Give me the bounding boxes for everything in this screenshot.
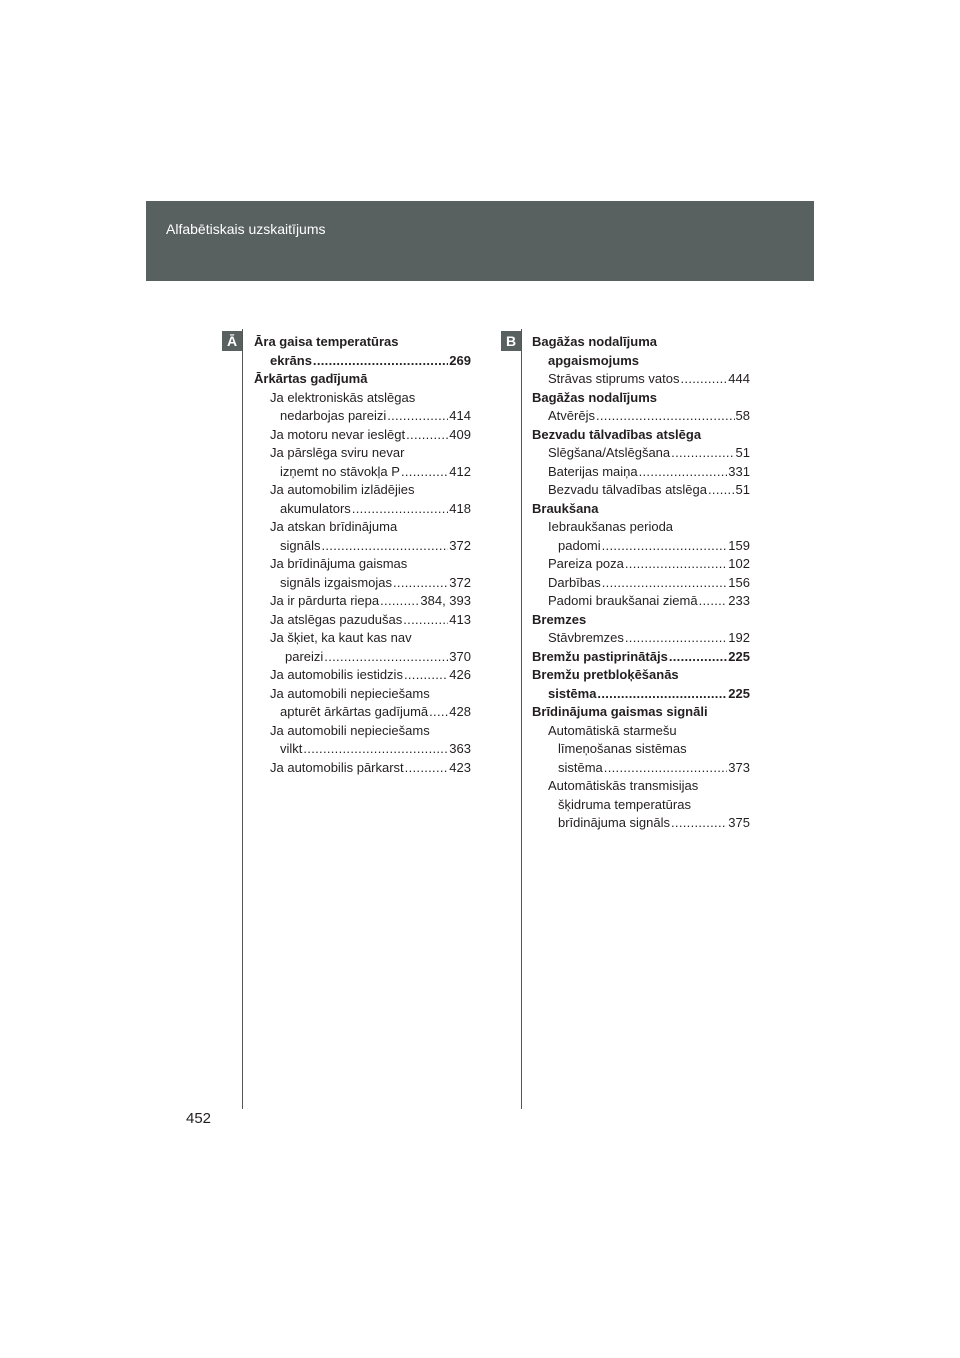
- entry-text: Atvērējs: [548, 408, 595, 423]
- entry-text: Padomi braukšanai ziemā: [548, 593, 698, 608]
- index-entry: [254, 666, 471, 685]
- index-entry: [532, 537, 750, 556]
- entry-page: 373: [728, 759, 750, 775]
- index-entry: [254, 426, 471, 445]
- index-entry: [532, 555, 750, 574]
- entry-text: Bremžu pretbloķēšanās: [532, 667, 679, 682]
- entry-text: padomi: [558, 537, 601, 553]
- entry-text: Braukšana: [532, 500, 599, 516]
- index-entry: [532, 463, 750, 482]
- entry-text: Ja automobilim izlādējies: [270, 482, 415, 497]
- entry-text: Ja atskan brīdinājuma: [270, 519, 398, 534]
- entry-page: 51: [735, 482, 750, 497]
- entry-page: 412: [449, 463, 471, 479]
- index-entry: [254, 574, 471, 593]
- entry-text: Automātiskās transmisijas: [548, 778, 699, 793]
- index-entry: [532, 685, 750, 704]
- index-entry: [532, 481, 750, 500]
- entry-page: 428: [449, 704, 471, 719]
- index-entry: [532, 796, 750, 815]
- entry-page: 225: [728, 648, 750, 664]
- index-entry: [532, 740, 750, 759]
- page-header: [146, 201, 814, 281]
- index-entry: [532, 333, 750, 352]
- entry-text: pareizi: [285, 648, 324, 664]
- entry-text: Ja pārslēga sviru nevar: [270, 445, 405, 460]
- entry-text: Ja automobilis pārkarst: [270, 759, 404, 775]
- index-entry: [254, 389, 471, 408]
- dot-leader: [313, 352, 448, 371]
- index-entry: [532, 648, 750, 667]
- entry-page: 363: [449, 741, 471, 756]
- entry-text: sistēma: [558, 759, 603, 775]
- dot-leader: [406, 426, 448, 445]
- entry-text: apturēt ārkārtas gadījumā: [280, 704, 429, 719]
- index-entry: [532, 500, 750, 519]
- dot-leader: [393, 574, 448, 593]
- index-entry: [254, 444, 471, 463]
- index-entry: [532, 370, 750, 389]
- entry-page: 51: [735, 445, 750, 460]
- index-entry: [532, 444, 750, 463]
- entry-page: 423: [449, 759, 471, 775]
- dot-leader: [625, 629, 727, 648]
- dot-leader: [699, 592, 728, 611]
- index-entry: [254, 555, 471, 574]
- entry-page: 414: [449, 408, 471, 423]
- entry-page: 156: [728, 574, 750, 590]
- dot-leader: [321, 537, 448, 556]
- index-entry: [254, 537, 471, 556]
- dot-leader: [669, 648, 727, 667]
- dot-leader: [604, 759, 728, 778]
- dot-leader: [303, 740, 448, 759]
- index-entry: [254, 518, 471, 537]
- entry-text: Brīdinājuma gaismas signāli: [532, 704, 708, 719]
- index-entry: [532, 759, 750, 778]
- entry-text: Baterijas maiņa: [548, 463, 638, 479]
- entry-text: ekrāns: [270, 352, 312, 368]
- entry-page: 159: [728, 537, 750, 553]
- column-divider-left: [242, 329, 243, 1109]
- entry-text: Bagāžas nodalījuma: [532, 334, 657, 349]
- header-title: Alfabētiskais uzskaitījums: [166, 221, 326, 237]
- index-entry: [254, 333, 471, 352]
- entry-page: 192: [728, 630, 750, 645]
- entry-text: Pareiza poza: [548, 556, 624, 571]
- entry-text: Ja šķiet, ka kaut kas nav: [270, 630, 412, 645]
- index-entry: [532, 574, 750, 593]
- entry-text: apgaismojums: [548, 352, 640, 368]
- dot-leader: [597, 685, 727, 704]
- dot-leader: [671, 814, 727, 833]
- entry-text: Ārkārtas gadījumā: [254, 371, 368, 386]
- letter-tab-b: B: [501, 331, 521, 351]
- dot-leader: [387, 407, 448, 426]
- entry-page: 269: [449, 352, 471, 368]
- index-entry: [254, 407, 471, 426]
- dot-leader: [596, 407, 735, 426]
- entry-text: Ja elektroniskās atslēgas: [270, 389, 416, 405]
- entry-page: 225: [728, 685, 750, 701]
- entry-page: 372: [449, 574, 471, 590]
- index-entry: [254, 629, 471, 648]
- index-entry: [254, 352, 471, 371]
- entry-text: signāls izgaismojas: [280, 574, 392, 590]
- entry-page: 102: [728, 556, 750, 571]
- dot-leader: [639, 463, 728, 482]
- dot-leader: [352, 500, 448, 519]
- dot-leader: [429, 703, 448, 722]
- dot-leader: [681, 370, 728, 389]
- index-entry: [254, 703, 471, 722]
- index-entry: [532, 814, 750, 833]
- entry-page: 384, 393: [420, 593, 471, 608]
- index-entry: [532, 722, 750, 741]
- dot-leader: [708, 481, 735, 500]
- entry-page: 444: [728, 371, 750, 386]
- index-entry: [532, 407, 750, 426]
- index-column-left: [254, 333, 471, 777]
- entry-text: Ja atslēgas pazudušas: [270, 611, 403, 627]
- dot-leader: [401, 463, 448, 482]
- letter-tab-a-macron: Ā: [222, 331, 242, 351]
- entry-text: Ja motoru nevar ieslēgt: [270, 426, 406, 442]
- entry-text: Slēgšana/Atslēgšana: [548, 445, 671, 460]
- index-entry: [254, 481, 471, 500]
- entry-text: Iebraukšanas perioda: [548, 519, 674, 534]
- entry-text: Bremžu pastiprinātājs: [532, 648, 668, 664]
- index-entry: [532, 389, 750, 408]
- entry-text: Darbības: [548, 574, 601, 590]
- entry-text: Ja automobilis iestidzis: [270, 667, 403, 682]
- entry-text: Stāvbremzes: [548, 630, 624, 645]
- entry-page: 58: [735, 408, 750, 423]
- entry-text: izņemt no stāvokļa P: [280, 463, 400, 479]
- entry-page: 331: [728, 463, 750, 479]
- entry-text: signāls: [280, 537, 321, 553]
- entry-text: Bagāžas nodalījums: [532, 389, 657, 405]
- dot-leader: [405, 759, 449, 778]
- entry-text: Bezvadu tālvadības atslēga: [548, 482, 707, 497]
- dot-leader: [671, 444, 734, 463]
- index-entry: [532, 592, 750, 611]
- index-entry: [254, 370, 471, 389]
- dot-leader: [404, 666, 448, 685]
- entry-text: Ja automobili nepieciešams: [270, 685, 430, 701]
- index-entry: [532, 352, 750, 371]
- dot-leader: [602, 537, 728, 556]
- index-entry: [532, 666, 750, 685]
- entry-text: Ja ir pārdurta riepa: [270, 593, 380, 608]
- entry-page: 418: [449, 500, 471, 516]
- entry-text: Āra gaisa temperatūras: [254, 334, 399, 349]
- index-entry: [254, 722, 471, 741]
- index-entry: [254, 463, 471, 482]
- dot-leader: [380, 592, 419, 611]
- index-column-right: [532, 333, 750, 833]
- index-entry: [254, 759, 471, 778]
- index-entry: [532, 629, 750, 648]
- entry-page: 233: [728, 593, 750, 608]
- entry-text: akumulators: [280, 500, 351, 516]
- dot-leader: [403, 611, 448, 630]
- entry-text: Ja automobili nepieciešams: [270, 722, 430, 738]
- index-entry: [532, 703, 750, 722]
- index-entry: [254, 592, 471, 611]
- entry-text: nedarbojas pareizi: [280, 408, 387, 423]
- entry-text: šķidruma temperatūras: [558, 796, 691, 812]
- entry-page: 426: [449, 667, 471, 682]
- index-entry: [532, 518, 750, 537]
- entry-text: vilkt: [280, 741, 303, 756]
- index-entry: [532, 426, 750, 445]
- index-entry: [254, 685, 471, 704]
- index-entry: [254, 740, 471, 759]
- dot-leader: [324, 648, 448, 667]
- entry-text: sistēma: [548, 685, 597, 701]
- entry-text: Bezvadu tālvadības atslēga: [532, 426, 702, 442]
- entry-text: brīdinājuma signāls: [558, 815, 671, 830]
- entry-text: Bremzes: [532, 611, 587, 627]
- index-entry: [532, 611, 750, 630]
- index-entry: [532, 777, 750, 796]
- index-entry: [254, 500, 471, 519]
- column-divider-middle: [521, 329, 522, 1109]
- entry-text: Automātiskā starmešu: [548, 722, 677, 738]
- index-entry: [254, 648, 471, 667]
- entry-page: 413: [449, 611, 471, 627]
- entry-text: līmeņošanas sistēmas: [558, 741, 687, 756]
- entry-page: 409: [449, 426, 471, 442]
- dot-leader: [625, 555, 727, 574]
- entry-page: 375: [728, 815, 750, 830]
- page-number: 452: [186, 1110, 212, 1127]
- entry-text: Strāvas stiprums vatos: [548, 371, 680, 386]
- entry-page: 372: [449, 537, 471, 553]
- entry-text: Ja brīdinājuma gaismas: [270, 556, 408, 571]
- index-entry: [254, 611, 471, 630]
- entry-page: 370: [449, 648, 471, 664]
- dot-leader: [602, 574, 728, 593]
